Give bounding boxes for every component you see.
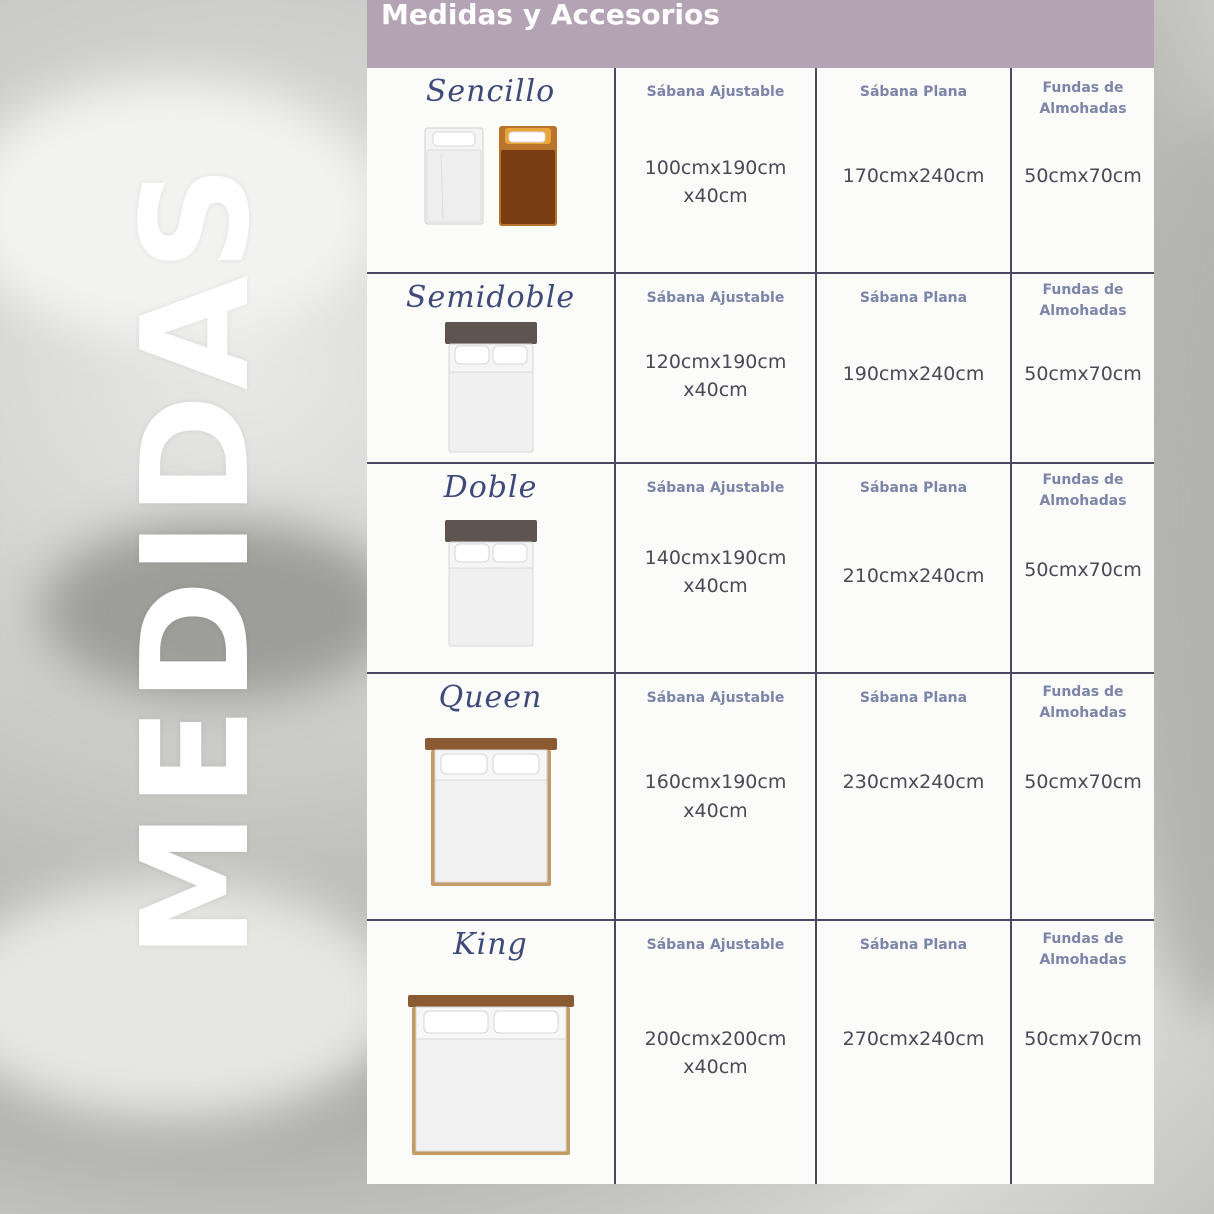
pillow-size: 50cmx70cm <box>1024 1028 1142 1050</box>
pillowcase-cell <box>1012 674 1154 921</box>
column-header-pillow <box>1012 929 1154 971</box>
column-header-pillow-line2: Almohadas <box>1039 705 1127 721</box>
flat-sheet-cell <box>817 68 1012 274</box>
column-header-flat: Sábana Plana <box>859 480 968 496</box>
column-header-pillow-line2: Almohadas <box>1039 101 1127 117</box>
size-label-cell <box>367 674 616 921</box>
pillow-size: 50cmx70cm <box>1024 363 1142 385</box>
page-title: Medidas y Accesorios <box>381 0 720 31</box>
flat-size: 170cmx240cm <box>842 165 985 187</box>
flat-size: 190cmx240cm <box>842 363 985 385</box>
column-header-pillow-line1: Fundas de <box>1042 80 1124 96</box>
double-bed-icon <box>367 518 614 648</box>
flat-sheet-cell <box>817 921 1012 1184</box>
column-header-flat: Sábana Plana <box>859 937 968 953</box>
pillowcase-cell <box>1012 464 1154 674</box>
queen-bed-icon <box>367 736 614 888</box>
flat-size: 210cmx240cm <box>842 565 985 587</box>
column-header-fitted: Sábana Ajustable <box>646 937 785 953</box>
size-label-cell <box>367 274 616 464</box>
size-label-cell <box>367 921 616 1184</box>
fitted-sheet-cell <box>616 274 817 464</box>
fitted-sheet-cell <box>616 464 817 674</box>
fitted-sheet-cell <box>616 68 817 274</box>
flat-sheet-cell <box>817 464 1012 674</box>
fitted-size-line2: x40cm <box>683 185 748 207</box>
fitted-size-line1: 120cmx190cm <box>644 351 787 373</box>
pillowcase-cell <box>1012 274 1154 464</box>
size-name: Semidoble <box>405 280 576 315</box>
fitted-size-line1: 140cmx190cm <box>644 547 787 569</box>
full-bed-icon <box>367 320 614 454</box>
side-title: MEDIDAS <box>110 160 282 960</box>
column-header-pillow <box>1012 78 1154 120</box>
flat-sheet-cell <box>817 274 1012 464</box>
column-header-pillow-line2: Almohadas <box>1039 303 1127 319</box>
king-bed-icon <box>367 993 614 1157</box>
fitted-size-line1: 160cmx190cm <box>644 771 787 793</box>
size-name: King <box>453 927 528 962</box>
pillowcase-cell <box>1012 921 1154 1184</box>
pillowcase-cell <box>1012 68 1154 274</box>
column-header-pillow-line2: Almohadas <box>1039 952 1127 968</box>
column-header-pillow <box>1012 682 1154 724</box>
column-header-pillow-line1: Fundas de <box>1042 684 1124 700</box>
fitted-sheet-cell <box>616 674 817 921</box>
pillow-size: 50cmx70cm <box>1024 771 1142 793</box>
size-label-cell <box>367 68 616 274</box>
flat-size: 270cmx240cm <box>842 1028 985 1050</box>
column-header-flat: Sábana Plana <box>859 84 968 100</box>
size-label-cell <box>367 464 616 674</box>
column-header-pillow <box>1012 470 1154 512</box>
column-header-fitted: Sábana Ajustable <box>646 84 785 100</box>
column-header-flat: Sábana Plana <box>859 290 968 306</box>
column-header-fitted: Sábana Ajustable <box>646 480 785 496</box>
fitted-size-line2: x40cm <box>683 575 748 597</box>
fitted-size-line1: 200cmx200cm <box>644 1028 787 1050</box>
column-header-pillow <box>1012 280 1154 322</box>
size-name: Sencillo <box>425 74 556 109</box>
flat-sheet-cell <box>817 674 1012 921</box>
column-header-pillow-line2: Almohadas <box>1039 493 1127 509</box>
column-header-pillow-line1: Fundas de <box>1042 931 1124 947</box>
panel-header <box>367 0 1154 68</box>
pillow-size: 50cmx70cm <box>1024 165 1142 187</box>
fitted-size-line2: x40cm <box>683 800 748 822</box>
fitted-size-line2: x40cm <box>683 1056 748 1078</box>
column-header-pillow-line1: Fundas de <box>1042 472 1124 488</box>
fitted-size-line1: 100cmx190cm <box>644 157 787 179</box>
column-header-flat: Sábana Plana <box>859 690 968 706</box>
column-header-fitted: Sábana Ajustable <box>646 690 785 706</box>
twin-beds-icon <box>367 124 614 228</box>
column-header-pillow-line1: Fundas de <box>1042 282 1124 298</box>
size-table <box>367 68 1154 1184</box>
fitted-sheet-cell <box>616 921 817 1184</box>
column-header-fitted: Sábana Ajustable <box>646 290 785 306</box>
flat-size: 230cmx240cm <box>842 771 985 793</box>
pillow-size: 50cmx70cm <box>1024 559 1142 581</box>
size-name: Doble <box>443 470 538 505</box>
fitted-size-line2: x40cm <box>683 379 748 401</box>
size-chart-panel <box>367 0 1154 1184</box>
size-name: Queen <box>438 680 543 715</box>
